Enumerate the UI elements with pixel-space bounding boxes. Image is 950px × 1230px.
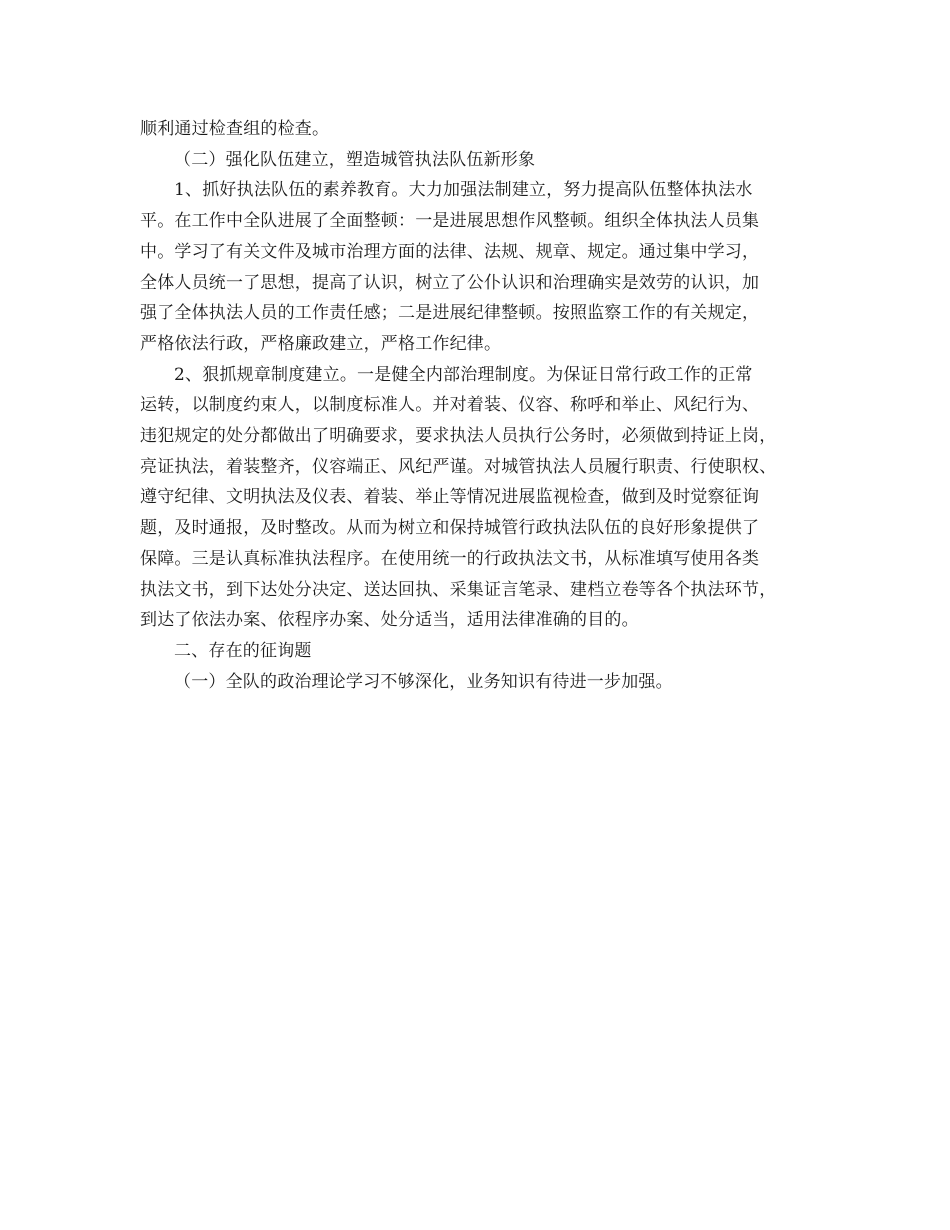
text-line: 到达了依法办案、依程序办案、处分适当，适用法律准确的目的。 bbox=[140, 610, 639, 631]
text-line: 严格依法行政，严格廉政建立，严格工作纪律。 bbox=[140, 333, 502, 354]
document-body bbox=[140, 114, 812, 697]
text-line: 全体人员统一了思想，提高了认识，树立了公仆认识和治理确实是效劳的认识，加 bbox=[140, 272, 760, 293]
section-heading: （二）强化队伍建立，塑造城管执法队伍新形象 bbox=[174, 149, 536, 170]
text-line: 亮证执法，着装整齐，仪容端正、风纪严谨。对城管执法人员履行职责、行使职权、 bbox=[140, 456, 777, 477]
text-line: 顺利通过检查组的检查。 bbox=[140, 119, 330, 139]
text-line: 中。学习了有关文件及城市治理方面的法律、法规、规章、规定。通过集中学习， bbox=[140, 241, 760, 262]
text-line: 保障。三是认真标准执法程序。在使用统一的行政执法文书，从标准填写使用各类 bbox=[140, 548, 760, 569]
text-line: 遵守纪律、文明执法及仪表、着装、举止等情况进展监视检查，做到及时觉察征询 bbox=[140, 487, 760, 508]
text-line: 1、抓好执法队伍的素养教育。大力加强法制建立，努力提高队伍整体执法水 bbox=[174, 180, 753, 201]
text-line: 执法文书，到下达处分决定、送达回执、采集证言笔录、建档立卷等各个执法环节， bbox=[140, 579, 777, 600]
section-heading: 二、存在的征询题 bbox=[174, 640, 312, 661]
text-line: 强了全体执法人员的工作责任感；二是进展纪律整顿。按照监察工作的有关规定， bbox=[140, 303, 760, 324]
subsection-heading: （一）全队的政治理论学习不够深化，业务知识有待进一步加强。 bbox=[174, 671, 673, 692]
text-line: 题，及时通报，及时整改。从而为树立和保持城管行政执法队伍的良好形象提供了 bbox=[140, 518, 760, 539]
text-line: 运转，以制度约束人，以制度标准人。并对着装、仪容、称呼和举止、风纪行为、 bbox=[140, 395, 760, 416]
text-line: 违犯规定的处分都做出了明确要求，要求执法人员执行公务时，必须做到持证上岗， bbox=[140, 426, 777, 447]
text-line: 平。在工作中全队进展了全面整顿：一是进展思想作风整顿。组织全体执法人员集 bbox=[140, 211, 760, 232]
text-line: 2、狠抓规章制度建立。一是健全内部治理制度。为保证日常行政工作的正常 bbox=[174, 364, 753, 385]
